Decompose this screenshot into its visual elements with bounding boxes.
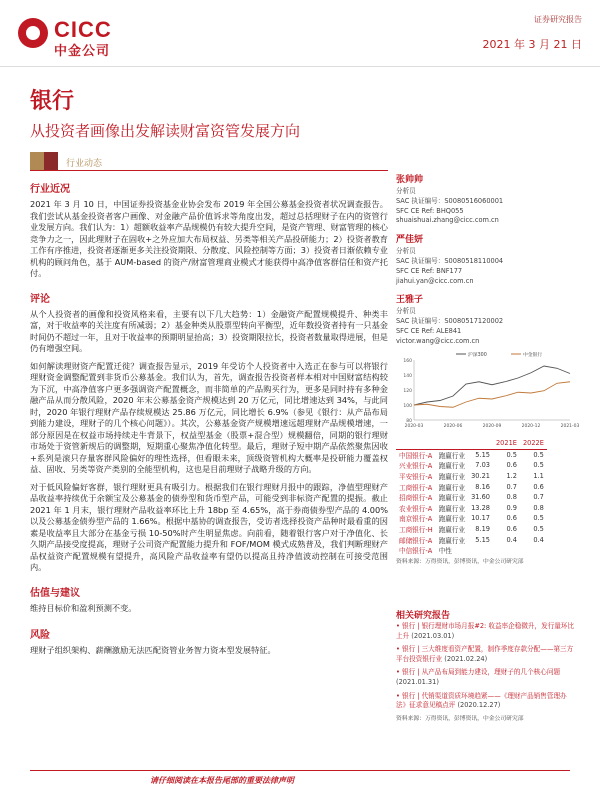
table-cell: 邮储银行-A	[399, 536, 433, 545]
y-tick-label: 100	[403, 404, 412, 409]
analyst-sac: SAC 执证编号：S0080517120002	[396, 317, 504, 326]
analyst-card	[396, 172, 576, 226]
table-header-cell: 2022E	[520, 438, 547, 449]
risk-paragraph: 理财子组织架构、薪酬激励无法匹配资管业务智力资本型发展特征。	[30, 645, 276, 655]
x-tick-label: 2020-12	[521, 424, 541, 429]
table-cell: 0.4	[506, 535, 517, 544]
main-column	[30, 180, 388, 657]
footer-divider	[30, 770, 570, 771]
table-cell: 0.4	[533, 535, 544, 544]
table-row	[396, 503, 547, 514]
table-cell: 招商银行-A	[399, 494, 433, 503]
analyst-role: 分析员	[396, 187, 416, 195]
table-cell: 工商银行-A	[399, 483, 433, 492]
table-header-cell	[396, 438, 436, 449]
x-tick-label: 2020-03	[404, 424, 424, 429]
table-cell: 农业银行-A	[399, 504, 433, 513]
analyst-email: shuaishuai.zhang@cicc.com.cn	[396, 216, 499, 225]
valuation-paragraph: 维持目标价和盈利预测不变。	[30, 602, 137, 613]
table-cell: 中国银行-A	[399, 451, 433, 460]
table-cell: 0.9	[506, 503, 517, 512]
table-cell: 30.21	[471, 472, 490, 481]
x-tick-label: 2020-06	[443, 424, 463, 429]
category-tag: 行业动态	[66, 159, 103, 169]
table-cell: 13.28	[471, 503, 490, 512]
table-cell: 0.5	[533, 514, 544, 523]
table-cell: 1.2	[506, 472, 517, 481]
table-cell: 10.17	[471, 514, 490, 523]
x-tick-label: 2020-09	[482, 424, 502, 429]
comment-paragraph-1: 从个人投资者的画像和投资风格来看，主要有以下几大趋势：1）金融资产配置规模提升、种类丰富，对于收益率的关注度有所减弱；2）基金种类从股票型转向平衡型，近年数投资者持有一只基金时间仍不超过一年，且对于收益率的预期明显抬高；3）投资期限拉长，投资者数量取得进展，但是仍有增强空间。	[30, 308, 388, 353]
table-row	[396, 449, 547, 460]
table-row	[396, 492, 547, 503]
related-date: (2021.01.31)	[396, 677, 439, 686]
page-title: 银行	[30, 89, 75, 114]
table-cell: 0.5	[533, 461, 544, 470]
related-footnote: 资料来源：万得资讯，彭博资讯，中金公司研究部	[396, 715, 524, 722]
header-divider	[0, 66, 600, 67]
overview-paragraph: 2021 年 3 月 10 日，中国证券投资基金业协会发布 2019 年全国公募基金投资者状况调查报告。我们尝试从基金投资者客户画像、对金融产品价值诉求等角度出发，超过总括理财子在内的资管行业发展方向。我们认为：1）超额收益率产品规模仍有较大提升空间，是资产管理、财富管理的核心竞争力之一，因此理财子在固收+之外应加大布局权益、另类等相关产品投研能力；2）投资者教育工作有序推进，投资者逐渐更多关注投资期限、分散度、风险控制等方面；3）投资者日渐依赖专业机构的顾问角色，基于 AUM-based 的资产/财富管理商业模式才能获得中高净值客群信任和资产托付。	[30, 199, 388, 278]
analyst-sac: SAC 执证编号：S0080516060001	[396, 196, 504, 205]
table-row	[396, 513, 547, 524]
table-cell: 中性	[438, 547, 452, 556]
table-cell: 0.5	[506, 450, 517, 459]
table-cell: 跑赢行业	[438, 515, 466, 524]
related-link[interactable]: • 银行 | 三大维度看资产配置，制作季度存款分配——第三方平台投资银行业	[396, 645, 574, 663]
table-cell: 0.6	[506, 514, 517, 523]
analyst-sac: SAC 执证编号：S0080518110004	[396, 256, 504, 265]
table-row	[396, 471, 547, 482]
table-row	[396, 545, 547, 556]
table-cell: 跑赢行业	[438, 526, 466, 535]
table-cell: 跑赢行业	[438, 451, 466, 460]
price-chart	[396, 348, 580, 434]
related-item	[396, 668, 576, 687]
logo-text-en: CICC	[54, 17, 112, 42]
related-date: (2021.03.01)	[411, 631, 455, 640]
legal-footer: 请仔细阅读在本报告尾部的重要法律声明	[150, 776, 294, 785]
table-cell: 跑赢行业	[438, 462, 466, 471]
tag-bar-gold	[30, 152, 44, 170]
table-cell: 跑赢行业	[438, 536, 466, 545]
table-header-cell: 2021E	[493, 438, 520, 449]
table-cell: 0.8	[533, 503, 544, 512]
table-row	[396, 524, 547, 535]
stock-table-wrap	[396, 438, 576, 567]
table-cell: 0.7	[533, 493, 544, 502]
table-cell: 5.15	[475, 450, 490, 459]
related-date: (2020.12.27)	[457, 701, 501, 710]
analyst-name: 严佳妍	[396, 235, 424, 246]
table-cell: 中信银行-A	[399, 547, 433, 556]
report-type: 证券研究报告	[534, 15, 582, 24]
overview-heading: 行业近况	[30, 184, 70, 195]
table-cell: 8.19	[475, 525, 490, 534]
legend-label: 沪深300	[468, 353, 487, 358]
table-row	[396, 460, 547, 471]
analyst-role: 分析员	[396, 307, 416, 316]
y-tick-label: 160	[403, 359, 412, 364]
related-heading: 相关研究报告	[396, 611, 451, 621]
table-cell: 7.03	[475, 461, 490, 470]
related-link[interactable]: • 银行 | 代销渠道资质环境趋紧——《理财产品销售管理办法》征求意见稿点评	[396, 691, 567, 710]
y-tick-label: 80	[406, 419, 412, 424]
related-date: (2021.02.24)	[444, 654, 488, 663]
table-cell: 31.60	[471, 493, 490, 502]
table-cell	[493, 545, 520, 556]
analyst-panel	[396, 172, 576, 353]
table-header-cell	[468, 438, 493, 449]
table-row	[396, 481, 547, 492]
analyst-name: 张帅帅	[396, 175, 424, 185]
related-list	[396, 622, 576, 725]
stock-table	[396, 438, 547, 556]
table-cell: 跑赢行业	[438, 494, 466, 503]
analyst-list	[396, 172, 576, 347]
comment-paragraph-2: 如何解读理财资产配置迁徙？调查报告显示，2019 年受访个人投资者中入选正在参与可以将银行理财资金调整配置到非货币公募基金。我们认为，首先，调查报告投资者样本相对中国财富结构较为下沉，中高净值客户更多强调资产配置概念，而非简单的产品购买行为，更多是同时持有多种金融产品从而分散风险，2020 年末公募基金资产规模达到 20 万亿元，同比增速达到 34%，与此同时，2020 年银行理财产品存续规模达 25.86 万亿元，同比增长 6.9%（参见《银行：从产品布局到能力建设，理财子的几个核心问题》）。其次，公募基金资产规模增速远超理财产品规模增速，一部分原因是在权益市场持续走牛背景下，权益型基金（股票+混合型）规模翻倍，同期的银行理财市场处于资管新规后的调整期，短期重心聚焦净值化转型。最后，理财子短中期产品依然聚焦因收+系列是滚只存量客群风险偏好的理性选择，但看眼未来，顶级资管机构大概率是投研能力覆盖权益、固收、另类等资产类别的全能型机构，这也是目前理财子战略升级的方向。	[30, 360, 388, 474]
table-cell: 0.8	[506, 493, 517, 502]
table-cell: 0.5	[533, 450, 544, 459]
table-cell: 跑赢行业	[438, 483, 466, 492]
cicc-logo-icon	[18, 18, 48, 48]
analyst-email: victor.wang@cicc.com.cn	[396, 336, 480, 345]
analyst-sfc: SFC CE Ref: BHQ055	[396, 206, 464, 215]
table-footnote: 资料来源：万得资讯，彭博资讯，中金公司研究部	[396, 558, 524, 565]
table-cell: 工商银行-H	[399, 526, 433, 535]
legend-label: 中金银行	[523, 353, 543, 358]
analyst-card	[396, 232, 576, 286]
table-cell: 0.6	[533, 482, 544, 491]
table-cell: 0.7	[506, 482, 517, 491]
valuation-heading: 估值与建议	[30, 587, 80, 599]
analyst-sfc: SFC CE Ref: BNF177	[396, 266, 463, 275]
table-cell: 南京银行-A	[399, 515, 433, 524]
table-row	[396, 534, 547, 545]
table-cell: 兴业银行-A	[399, 462, 433, 471]
analyst-email: jiahui.yan@cicc.com.cn	[396, 276, 474, 285]
series-line-1	[414, 382, 570, 408]
table-cell: 1.1	[533, 472, 544, 481]
table-cell	[468, 545, 493, 556]
table-cell	[520, 545, 547, 556]
table-cell: 0.6	[506, 461, 517, 470]
table-cell: 8.16	[475, 482, 490, 491]
table-cell: 平安银行-A	[399, 473, 433, 482]
related-item	[396, 645, 576, 664]
analyst-role: 分析员	[396, 247, 416, 256]
logo-text-cn: 中金公司	[54, 44, 111, 59]
comment-paragraph-3: 对于低风险偏好客群，银行理财更具有吸引力。根据我们在银行理财月报中的跟踪，净值型理财产品收益率持续优于余额宝及公募基金的债券型和货币型产品，可能受到非标资产配置的提振。截止 2021 年 1 月末，银行理财产品收益率环比上升 18bp 至 4.65%，高于券商债券型产品的 4.00%以及公募基金债券型产品的 1.66%。根据中基协的调查报告，受访者选择投资产品种时最看重的因素是收益率且大部分在基金亏损 10-50%时产生明显焦虑。向前看，随着银行客户对于净值化、长久期产品接受度提高，理财子公司资产配置能力提升和 FOF/MOM 模式成熟普及，我们判断理财产品权益资产配置规模有望提升，高风险产品收益率有望仍以提高且持净值波动控制在可接受范围内。	[30, 481, 388, 572]
table-cell: 跑赢行业	[438, 473, 466, 482]
table-cell: 0.6	[506, 525, 517, 534]
table-header-cell	[436, 438, 468, 449]
comment-heading: 评论	[30, 293, 50, 305]
related-item	[396, 692, 576, 711]
tag-bar-red	[44, 152, 58, 170]
page-subtitle: 从投资者画像出发解读财富资管发展方向	[30, 122, 301, 140]
related-item	[396, 622, 576, 641]
risk-heading: 风险	[30, 630, 50, 641]
x-tick-label: 2021-03	[560, 424, 580, 429]
table-cell: 0.5	[533, 525, 544, 534]
related-link[interactable]: • 银行 | 银行理财市场月报#2: 收益率企稳微升，发行量环比上升	[396, 622, 575, 640]
analyst-name: 王雅子	[396, 295, 424, 306]
table-cell: 5.15	[475, 535, 490, 544]
title-divider	[30, 170, 388, 171]
report-date: 2021 年 3 月 21 日	[482, 38, 582, 51]
related-link[interactable]: • 银行 | 从产品布局到能力建设，理财子的几个核心问题	[396, 668, 561, 677]
y-tick-label: 140	[403, 374, 412, 379]
y-tick-label: 120	[403, 389, 412, 394]
table-cell: 跑赢行业	[438, 504, 466, 513]
analyst-card	[396, 292, 576, 346]
table-header-row	[396, 438, 547, 449]
analyst-sfc: SFC CE Ref: ALE841	[396, 326, 462, 335]
